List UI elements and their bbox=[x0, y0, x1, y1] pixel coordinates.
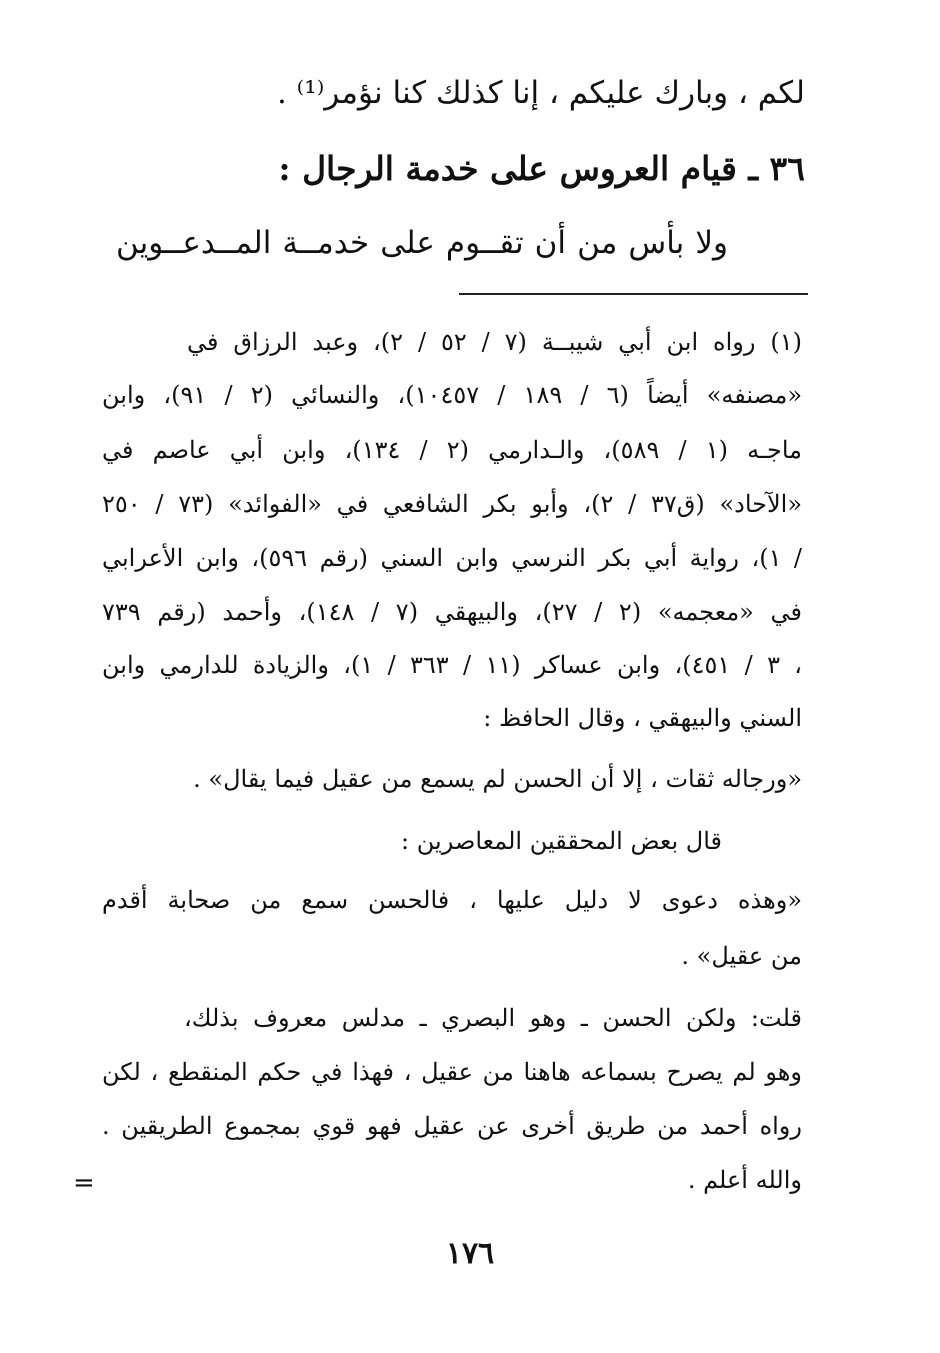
footnote-line: في «معجمه» (٢ / ٢٧)، والبيهقي (٧ / ١٤٨)، وأحمد (رقم ٧٣٩ bbox=[102, 598, 802, 626]
footnote-divider bbox=[459, 293, 808, 295]
footnote-quote-line: «ورجاله ثقات ، إلا أن الحسن لم يسمع من عقيل فيما يقال» . bbox=[193, 765, 802, 793]
footnote-quote-line: من عقيل» . bbox=[681, 942, 802, 970]
footnote-line: قال بعض المحققين المعاصرين : bbox=[401, 827, 722, 855]
footnote-line: السني والبيهقي ، وقال الحافظ : bbox=[483, 704, 802, 732]
footnote-line: وهو لم يصرح بسماعه هاهنا من عقيل ، فهذا في حكم المنقطع ، لكن bbox=[102, 1058, 802, 1086]
main-text-line-1: لكم ، وبارك عليكم ، إنا كذلك كنا نؤمر⁽¹⁾ . bbox=[276, 75, 805, 111]
footnote-line: / ١)، رواية أبي بكر النرسي وابن السني (رقم ٥٩٦)، وابن الأعرابي bbox=[102, 544, 803, 572]
continuation-marker: = bbox=[73, 1168, 95, 1198]
footnote-line: ماجـه (١ / ٥٨٩)، والـدارمي (٢ / ١٣٤)، وابن أبي عاصم في bbox=[102, 436, 802, 464]
footnote-line: ، ٣ / ٤٥١)، وابن عساكر (١١ / ٣٦٣ / ١)، والزيادة للدارمي وابن bbox=[102, 651, 803, 679]
footnote-line: «مصنفه» أيضاً (٦ / ١٨٩ / ١٠٤٥٧)، والنسائي (٢ / ٩١)، وابن bbox=[102, 381, 803, 409]
footnote-line: والله أعلم . bbox=[687, 1166, 802, 1194]
footnote-quote-line: «وهذه دعوى لا دليل عليها ، فالحسن سمع من صحابة أقدم bbox=[102, 886, 802, 914]
main-text-line-2: ولا بأس من أن تقــوم على خدمــة المــدعــوين bbox=[116, 225, 728, 261]
footnote-line: رواه أحمد من طريق أخرى عن عقيل فهو قوي بمجموع الطريقين . bbox=[102, 1112, 802, 1140]
footnote-line: قلت: ولكن الحسن ـ وهو البصري ـ مدلس معروف بذلك، bbox=[184, 1004, 802, 1032]
footnote-line: (١) رواه ابن أبي شيبــة (٧ / ٥٢ / ٢)، وعبد الرزاق في bbox=[187, 328, 802, 356]
section-heading: ٣٦ ـ قيام العروس على خدمة الرجال : bbox=[278, 149, 805, 188]
footnote-line: «الآحاد» (ق٣٧ / ٢)، وأبو بكر الشافعي في «الفوائد» (٧٣ / ٢٥٠ bbox=[102, 490, 803, 518]
page-number: ١٧٦ bbox=[445, 1236, 495, 1271]
